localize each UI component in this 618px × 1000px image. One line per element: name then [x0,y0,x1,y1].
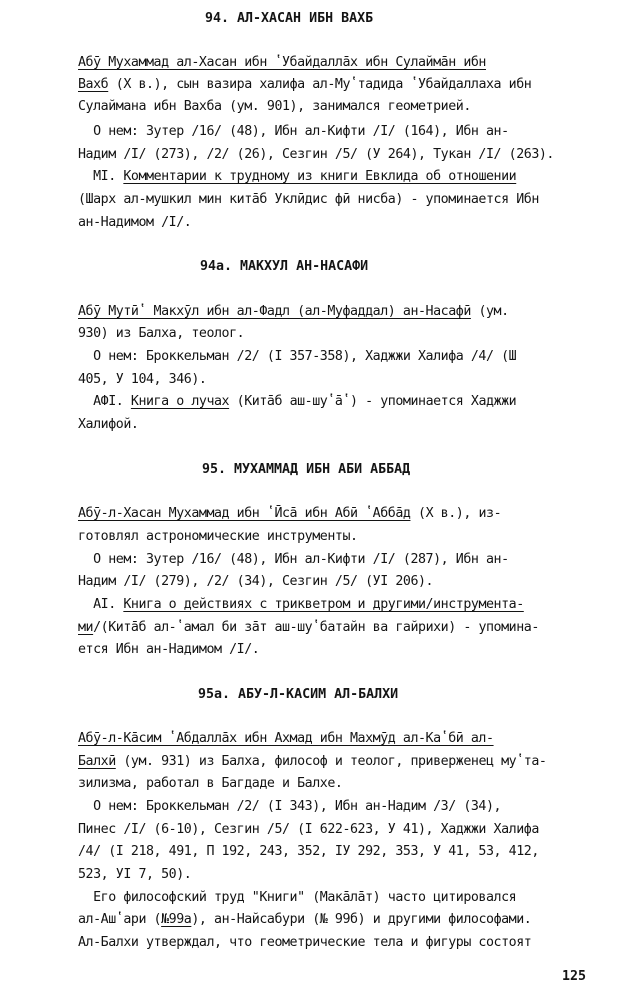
text-line: зилизма, работал в Багдаде и Балхе. [78,776,343,791]
text-line: Абӯ Мутӣʽ Макхӯл ибн ал-Фадл (ал-Муфаддал) ан-Насафӣ (ум. [78,304,509,319]
text-line: Ал-Балхи утверждал, что геометрические тела и фигуры состоят [78,935,532,950]
text-line: /4/ (I 218, 491, П 192, 243, 352, IУ 292, 353, У 41, 53, 412, [78,844,539,859]
text-line: О нем: Броккельман /2/ (I 357-358), Хаджжи Халифа /4/ (Ш [78,349,517,364]
text-line: ал-Ашʽари (№99а), ан-Найсабури (№ 99б) и другими философами. [78,912,532,927]
text-line: Сулаймана ибн Вахба (ум. 901), занимался геометрией. [78,99,471,114]
text-line: Абӯ Мухаммад ал-Хасан ибн ʽУбайдаллāх ибн Сулаймāн ибн [78,55,486,70]
text-line: Балхӣ (ум. 931) из Балха, философ и теолог, приверженец муʽта- [78,754,547,769]
text-line: Надим /I/ (279), /2/ (34), Сезгин /5/ (УI 206). [78,574,434,589]
text-line: Халифой. [78,417,139,432]
text-line: Пинес /I/ (6-10), Сезгин /5/ (I 622-623, У 41), Хаджжи Халифа [78,822,539,837]
text-line: готовлял астрономические инструменты. [78,529,358,544]
text-line: ется Ибн ан-Надимом /I/. [78,642,260,657]
section-heading-94: 94. АЛ-ХАСАН ИБН ВАХБ [205,11,374,26]
text-line: MI. Комментарии к трудному из книги Евклида об отношении [78,169,517,184]
text-line: Надим /I/ (273), /2/ (26), Сезгин /5/ (У 264), Тукан /I/ (263). [78,147,554,162]
text-line: АФI. Книга о лучах (Китāб аш-шуʽāʽ) - упоминается Хаджжи [78,394,517,409]
text-line: Вахб (X в.), сын вазира халифа ал-Муʽтадида ʽУбайдаллаха ибн [78,77,532,92]
text-line: Абӯ-л-Хасан Мухаммад ибн ʽӢсā ибн Абӣ ʽАббāд (X в.), из- [78,506,502,521]
text-line: О нем: Зутер /16/ (48), Ибн ал-Кифти /I/ (164), Ибн ан- [78,124,509,139]
text-line: 405, У 104, 346). [78,372,207,387]
text-line: Его философский труд "Книги" (Макāлāт) часто цитировался [78,890,517,905]
text-line: О нем: Броккельман /2/ (I 343), Ибн ан-Надим /3/ (34), [78,799,502,814]
text-line: ан-Надимом /I/. [78,215,192,230]
text-line: AI. Книга о действиях с трикветром и другими/инструмента- [78,597,524,612]
text-line: 523, УI 7, 50). [78,867,192,882]
page-number: 125 [562,969,587,984]
text-line: 930) из Балха, теолог. [78,326,245,341]
section-heading-95: 95. МУХАММАД ИБН АБИ АББАД [202,462,411,477]
section-heading-94a: 94а. МАКХУЛ АН-НАСАФИ [200,259,369,274]
text-line: ми/(Китāб ал-ʽамал би зāт аш-шуʽбатайн ва гайрихи) - упомина- [78,620,539,635]
text-line: (Шарх ал-мушкил мин китāб Уклӣдис фӣ нисба) - упоминается Ибн [78,192,539,207]
text-line: Абӯ-л-Кāсим ʽАбдаллāх ибн Ахмад ибн Махмӯд ал-Каʽбӣ ал- [78,731,494,746]
section-heading-95a: 95а. АБУ-Л-КАСИМ АЛ-БАЛХИ [198,687,399,702]
text-line: О нем: Зутер /16/ (48), Ибн ал-Кифти /I/ (287), Ибн ан- [78,552,509,567]
